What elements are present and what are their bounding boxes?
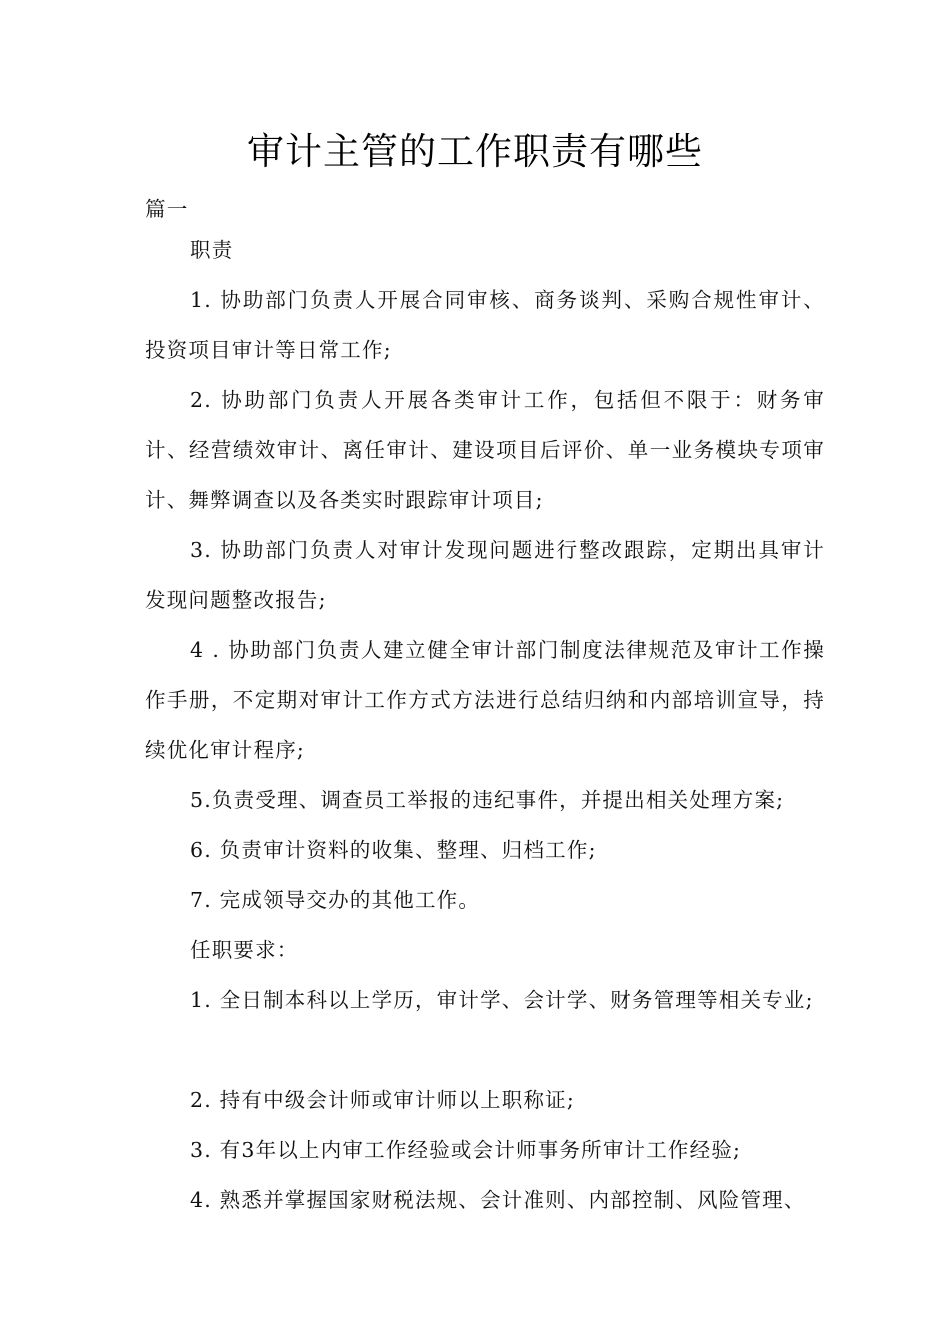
requirement-item-1: 1. 全日制本科以上学历，审计学、会计学、财务管理等相关专业;	[190, 988, 814, 1012]
duty-item-7: 7. 完成领导交办的其他工作。	[190, 888, 481, 912]
requirement-item-2: 2. 持有中级会计师或审计师以上职称证;	[190, 1088, 575, 1112]
duty-item-2: 2. 协助部门负责人开展各类审计工作，包括但不限于：财务审计、经营绩效审计、离任审计、建设项目后评价、单一业务模块专项审计、舞弊调查以及各类实时跟踪审计项目;	[145, 388, 825, 512]
requirement-item-3: 3. 有3年以上内审工作经验或会计师事务所审计工作经验;	[190, 1138, 742, 1162]
duties-heading: 职责	[190, 238, 234, 262]
requirements-heading: 任职要求：	[190, 938, 299, 962]
document-title: 审计主管的工作职责有哪些	[247, 130, 703, 173]
duty-item-5: 5.负责受理、调查员工举报的违纪事件，并提出相关处理方案;	[190, 788, 785, 812]
duty-item-1: 1. 协助部门负责人开展合同审核、商务谈判、采购合规性审计、投资项目审计等日常工作;	[145, 288, 825, 362]
duty-item-4: 4 . 协助部门负责人建立健全审计部门制度法律规范及审计工作操作手册，不定期对审计工作方式方法进行总结归纳和内部培训宣导，持续优化审计程序;	[145, 638, 825, 762]
requirement-item-4: 4. 熟悉并掌握国家财税法规、会计准则、内部控制、风险管理、	[190, 1188, 806, 1212]
section-label: 篇一	[145, 197, 189, 221]
duty-item-6: 6. 负责审计资料的收集、整理、归档工作;	[190, 838, 597, 862]
duty-item-3: 3. 协助部门负责人对审计发现问题进行整改跟踪，定期出具审计发现问题整改报告;	[145, 538, 825, 612]
